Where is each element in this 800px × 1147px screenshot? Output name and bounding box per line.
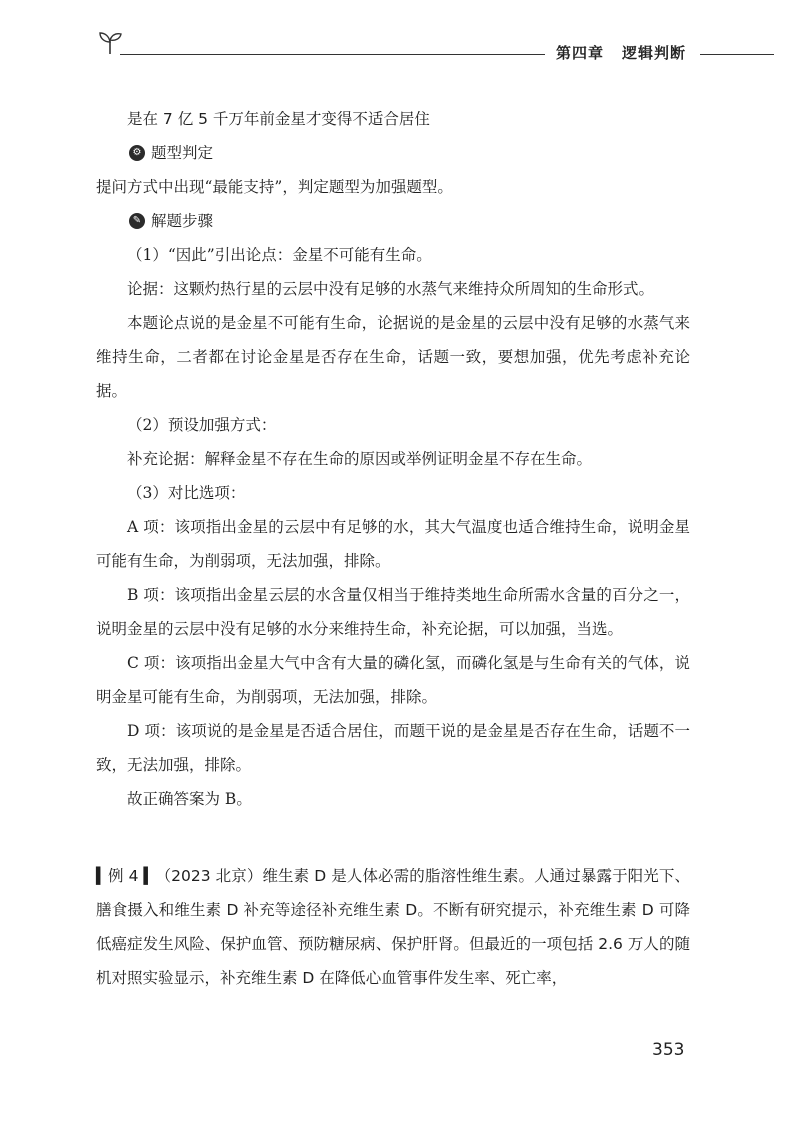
step-1: （1）“因此”引出论点：金星不可能有生命。 (127, 246, 432, 264)
page-number: 353 (652, 1040, 685, 1060)
heading-solution-steps-label: 解题步骤 (151, 212, 214, 230)
step-2: （2）预设加强方式： (127, 416, 277, 434)
step-2-text: 补充论据：解释金星不存在生命的原因或举例证明金星不存在生命。 (127, 450, 593, 468)
option-b-paragraph: B 项：该项指出金星云层的水含量仅相当于维持类地生命所需水含量的百分之一，说明金星的云层中没有足够的水分来维持生命，补充论据，可以加强，当选。 (96, 586, 690, 638)
chapter-name: 逻辑判断 (622, 44, 687, 62)
answer-line: 故正确答案为 B。 (127, 790, 252, 808)
option-a-paragraph: A 项：该项指出金星的云层中有足够的水，其大气温度也适合维持生命，说明金星可能有生命，为削弱项，无法加强，排除。 (96, 518, 690, 570)
gear-icon: ⚙ (129, 145, 145, 161)
option-d-paragraph: D 项：该项说的是金星是否适合居住，而题干说的是金星是否存在生命，话题不一致，无法加强，排除。 (96, 722, 690, 774)
header-rule-left (120, 54, 545, 55)
heading-solution-steps (96, 204, 690, 238)
sprout-icon (96, 28, 124, 56)
heading-question-type (96, 136, 690, 170)
argument-text: 论据：这颗灼热行星的云层中没有足够的水蒸气来维持众所周知的生命形式。 (127, 280, 655, 298)
example-label: ▍例 4 ▍ (96, 867, 156, 885)
continued-line: 是在 7 亿 5 千万年前金星才变得不适合居住 (127, 110, 430, 128)
page-header (0, 0, 800, 70)
chapter-title (556, 42, 686, 63)
question-type-text: 提问方式中出现“最能支持”，判定题型为加强题型。 (96, 178, 453, 196)
heading-question-type-label: 题型判定 (151, 144, 214, 162)
header-rule-right (700, 54, 774, 55)
analysis-paragraph: 本题论点说的是金星不可能有生命，论据说的是金星的云层中没有足够的水蒸气来维持生命，二者都在讨论金星是否存在生命，话题一致，要想加强，优先考虑补充论据。 (96, 314, 690, 400)
option-c-paragraph: C 项：该项指出金星大气中含有大量的磷化氢，而磷化氢是与生命有关的气体，说明金星可能有生命，为削弱项，无法加强，排除。 (96, 654, 690, 706)
example-text: （2023 北京）维生素 D 是人体必需的脂溶性维生素。人通过暴露于阳光下、膳食摄入和维生素 D 补充等途径补充维生素 D。不断有研究提示，补充维生素 D 可降低癌症发生风险、保护血管、预防糖尿病、保护肝肾。但最近的一项包括 2.6 万人的随机对照实验显示，补充维生素 D 在降低心血管事件发生率、死亡率， (96, 867, 690, 987)
page-content (96, 102, 690, 816)
example-4 (96, 859, 690, 995)
pencil-icon: ✎ (129, 213, 145, 229)
chapter-number: 第四章 (556, 44, 605, 62)
step-3: （3）对比选项： (127, 484, 246, 502)
